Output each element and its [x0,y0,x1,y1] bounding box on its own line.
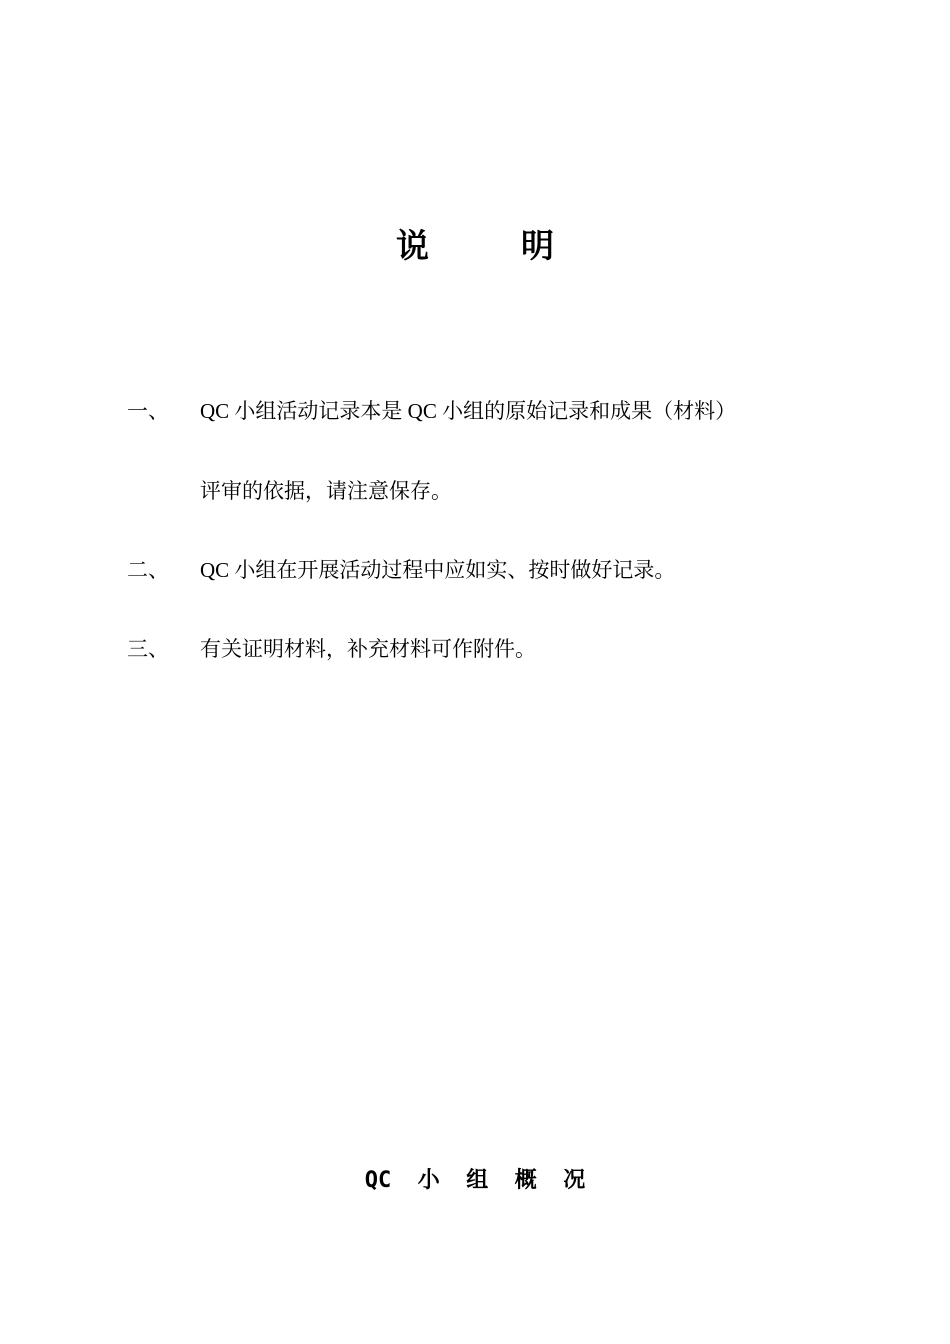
item-2-line-1: QC 小组在开展活动过程中应如实、按时做好记录。 [200,558,676,582]
item-1-marker: 一、 [127,399,169,423]
item-3-marker: 三、 [127,637,169,661]
item-2-marker: 二、 [127,558,169,582]
item-1-line-2: 评审的依据，请注意保存。 [200,479,452,503]
item-3-line-1: 有关证明材料，补充材料可作附件。 [200,637,536,661]
item-1-line-1: QC 小组活动记录本是 QC 小组的原始记录和成果（材料） [200,399,737,423]
page-title: 说 明 [396,226,554,265]
section-heading: QC 小 组 概 况 [364,1168,586,1193]
